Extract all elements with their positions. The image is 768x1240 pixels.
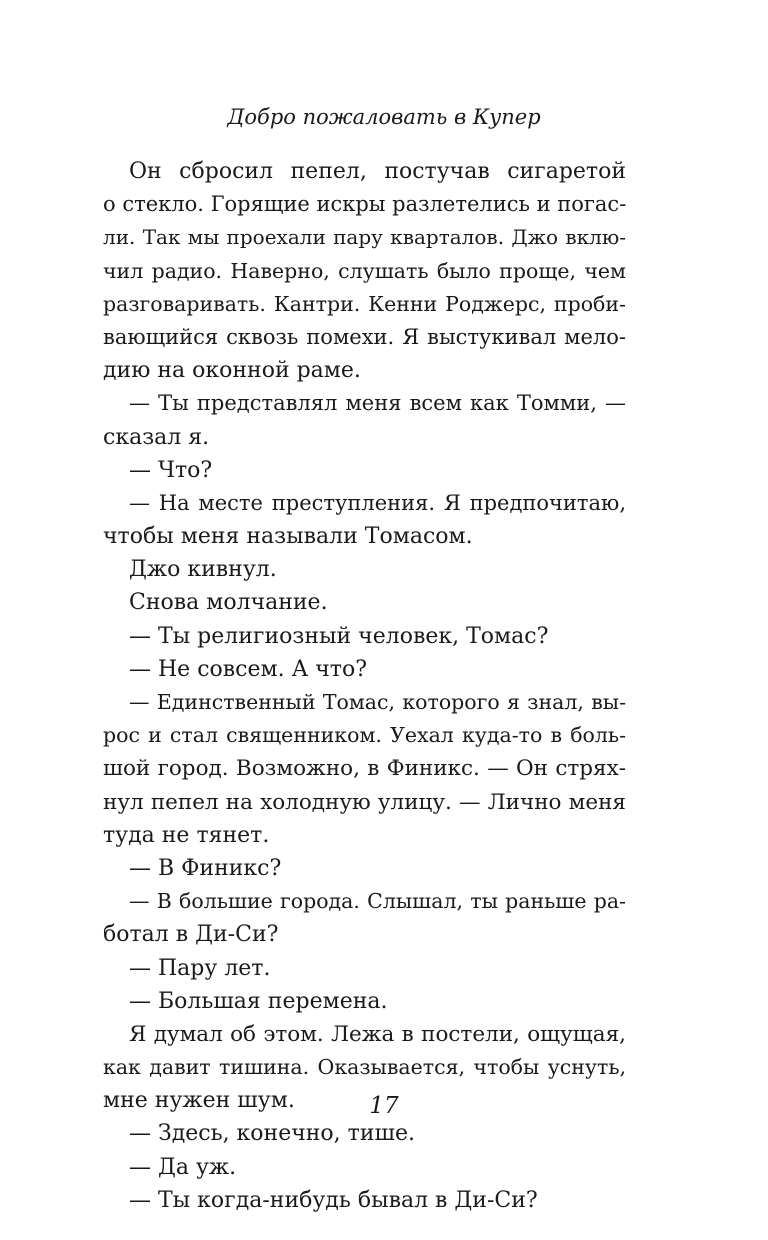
text-line: — В большие города. Слышал, ты раньше ра-: [129, 889, 626, 914]
text-line: дию на оконной раме.: [103, 358, 361, 384]
text-line: вающийся сквозь помехи. Я выстукивал мело-: [103, 324, 626, 349]
text-line: — Ты представлял меня всем как Томми, —: [129, 391, 626, 416]
text-line: — Пару лет.: [129, 955, 271, 981]
text-line: о стекло. Горящие искры разлетелись и погас-: [103, 192, 627, 217]
text-line: шой город. Возможно, в Финикс. — Он стрях-: [103, 756, 626, 782]
text-line: — Ты когда-нибудь бывал в Ди-Си?: [129, 1187, 538, 1213]
text-line: Снова молчание.: [129, 590, 328, 616]
text-line: чил радио. Наверно, слушать было проще, чем: [103, 258, 626, 283]
page-number: 17: [369, 1093, 399, 1119]
running-head: Добро пожаловать в Купер: [227, 105, 541, 129]
text-line: туда не тянет.: [103, 822, 270, 848]
text-line: как давит тишина. Оказывается, чтобы уснуть,: [103, 1055, 626, 1080]
text-line: ботал в Ди-Си?: [103, 922, 279, 948]
text-line: — Большая перемена.: [129, 988, 388, 1014]
text-line: ли. Так мы проехали пару кварталов. Джо вклю-: [103, 225, 626, 250]
text-line: — Здесь, конечно, тише.: [129, 1121, 415, 1147]
text-line: — Да уж.: [129, 1154, 237, 1180]
text-line: мне нужен шум.: [103, 1088, 295, 1114]
text-line: чтобы меня называли Томасом.: [103, 524, 473, 550]
text-line: — В Финикс?: [129, 855, 282, 881]
text-line: Джо кивнул.: [129, 557, 277, 583]
text-line: — Ты религиозный человек, Томас?: [129, 623, 549, 649]
text-line: — Что?: [129, 457, 213, 483]
text-line: — На месте преступления. Я предпочитаю,: [129, 490, 626, 515]
text-line: — Не совсем. А что?: [129, 656, 367, 682]
body-text: [103, 155, 626, 1217]
text-line: Он сбросил пепел, постучав сигаретой: [129, 159, 626, 184]
text-line: сказал я.: [103, 424, 210, 450]
text-line: разговаривать. Кантри. Кенни Роджерс, проби-: [103, 291, 626, 316]
text-line: рос и стал священником. Уехал куда-то в боль-: [103, 723, 626, 748]
text-line: — Единственный Томас, которого я знал, вы-: [129, 690, 626, 714]
text-line: нул пепел на холодную улицу. — Лично меня: [103, 789, 626, 815]
text-line: Я думал об этом. Лежа в постели, ощущая,: [129, 1021, 626, 1047]
